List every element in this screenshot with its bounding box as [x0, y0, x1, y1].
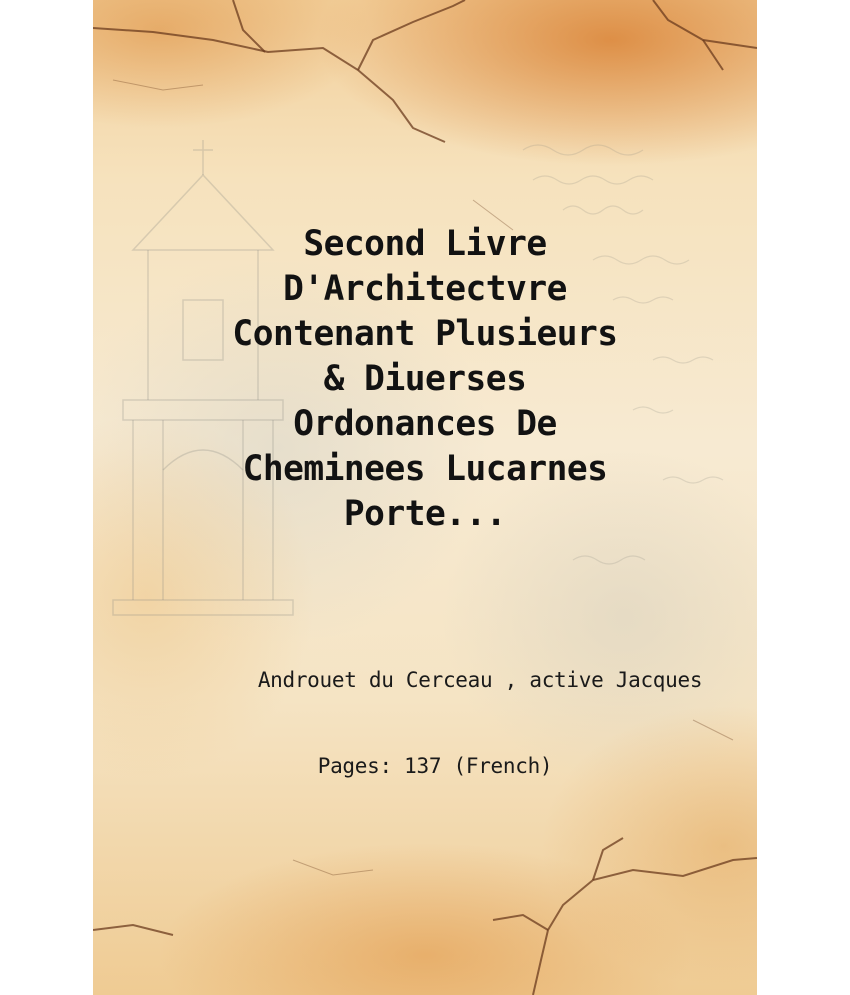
book-title	[93, 222, 757, 537]
title-line: & Diuerses	[323, 359, 527, 399]
title-line: Second Livre	[303, 224, 547, 264]
title-line: Porte...	[343, 494, 507, 534]
page-count: Pages: 137 (French)	[317, 754, 553, 778]
title-line: Cheminees Lucarnes	[242, 449, 608, 489]
title-line: Ordonances De	[293, 404, 557, 444]
title-line: D'Architectvre	[283, 269, 567, 309]
book-cover	[93, 0, 757, 995]
title-line: Contenant Plusieurs	[232, 314, 618, 354]
book-author: Androuet du Cerceau , active Jacques	[257, 668, 703, 692]
